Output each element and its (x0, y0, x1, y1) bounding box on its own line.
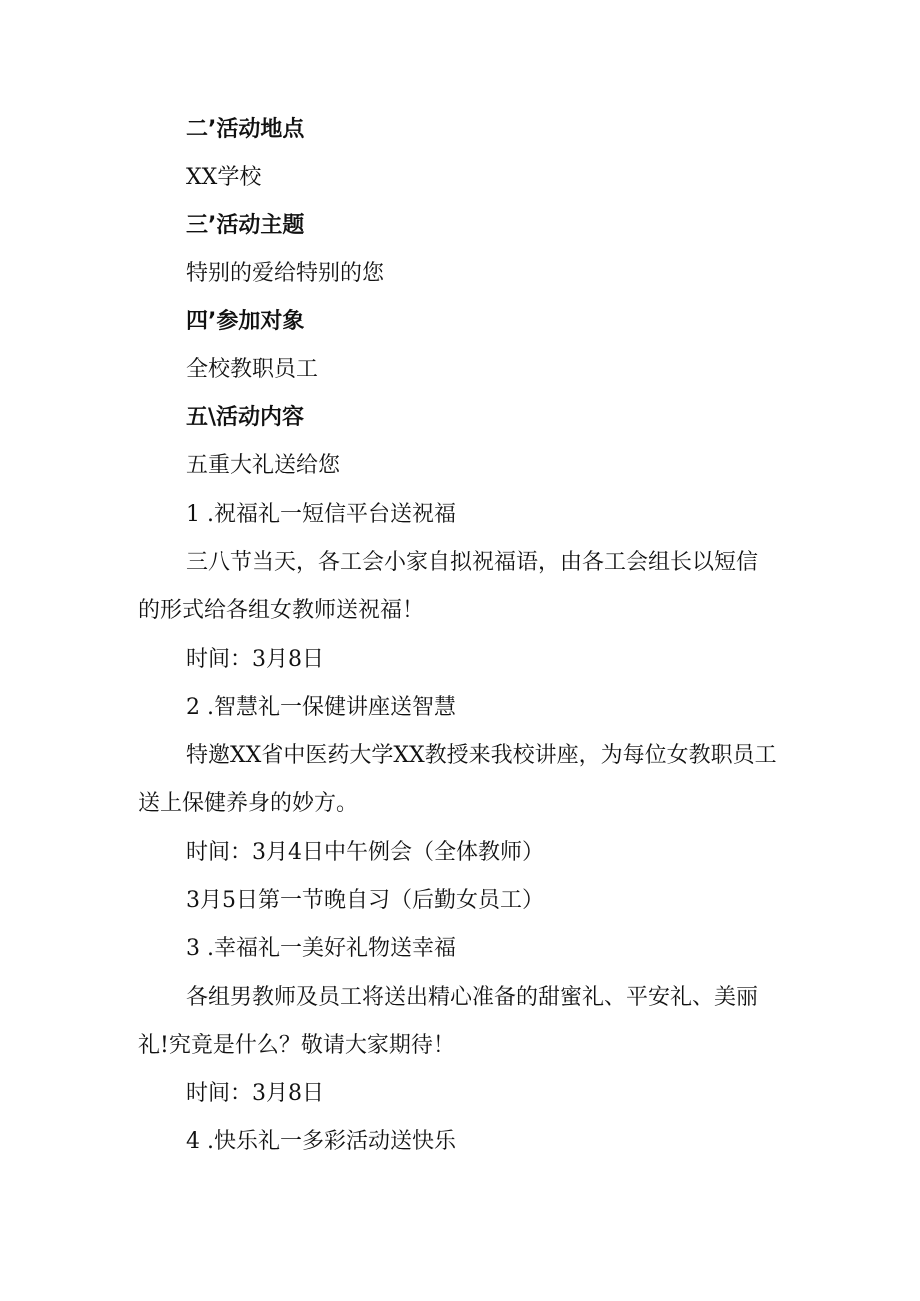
gift-1-description-cont: 的形式给各组女教师送祝福！ (138, 598, 425, 623)
section-heading-content: 五\活动内容 (186, 405, 305, 430)
gift-3-time: 时间：3月8日 (186, 1081, 324, 1106)
participants-text: 全校教职员工 (186, 357, 319, 382)
gift-3-title: 3 .幸福礼一美好礼物送幸福 (186, 936, 456, 961)
theme-text: 特别的爱给特别的您 (186, 261, 385, 286)
gift-2-time-1: 时间：3月4日中午例会（全体教师） (186, 840, 544, 865)
gift-2-time-2: 3月5日第一节晚自习（后勤女员工） (186, 888, 544, 913)
gift-3-description-cont: 礼!究竟是什么？敬请大家期待！ (138, 1033, 455, 1058)
gift-1-time: 时间：3月8日 (186, 647, 324, 672)
gift-2-title: 2 .智慧礼一保健讲座送智慧 (186, 695, 456, 720)
gift-1-title: 1 .祝福礼一短信平台送祝福 (186, 502, 456, 527)
gift-3-description: 各组男教师及员工将送出精心准备的甜蜜礼、平安礼、美丽 (186, 985, 759, 1010)
gift-2-description: 特邀XX省中医药大学XX教授来我校讲座，为每位女教职员工 (186, 743, 777, 768)
section-heading-participants: 四’参加对象 (186, 309, 305, 334)
content-intro: 五重大礼送给您 (186, 453, 341, 478)
gift-2-description-cont: 送上保健养身的妙方。 (138, 791, 359, 816)
location-text: XX学校 (186, 165, 262, 190)
gift-4-title: 4 .快乐礼一多彩活动送快乐 (186, 1129, 456, 1154)
gift-1-description: 三八节当天，各工会小家自拟祝福语，由各工会组长以短信 (186, 550, 759, 575)
section-heading-location: 二’活动地点 (186, 117, 305, 142)
section-heading-theme: 三’活动主题 (186, 213, 305, 238)
